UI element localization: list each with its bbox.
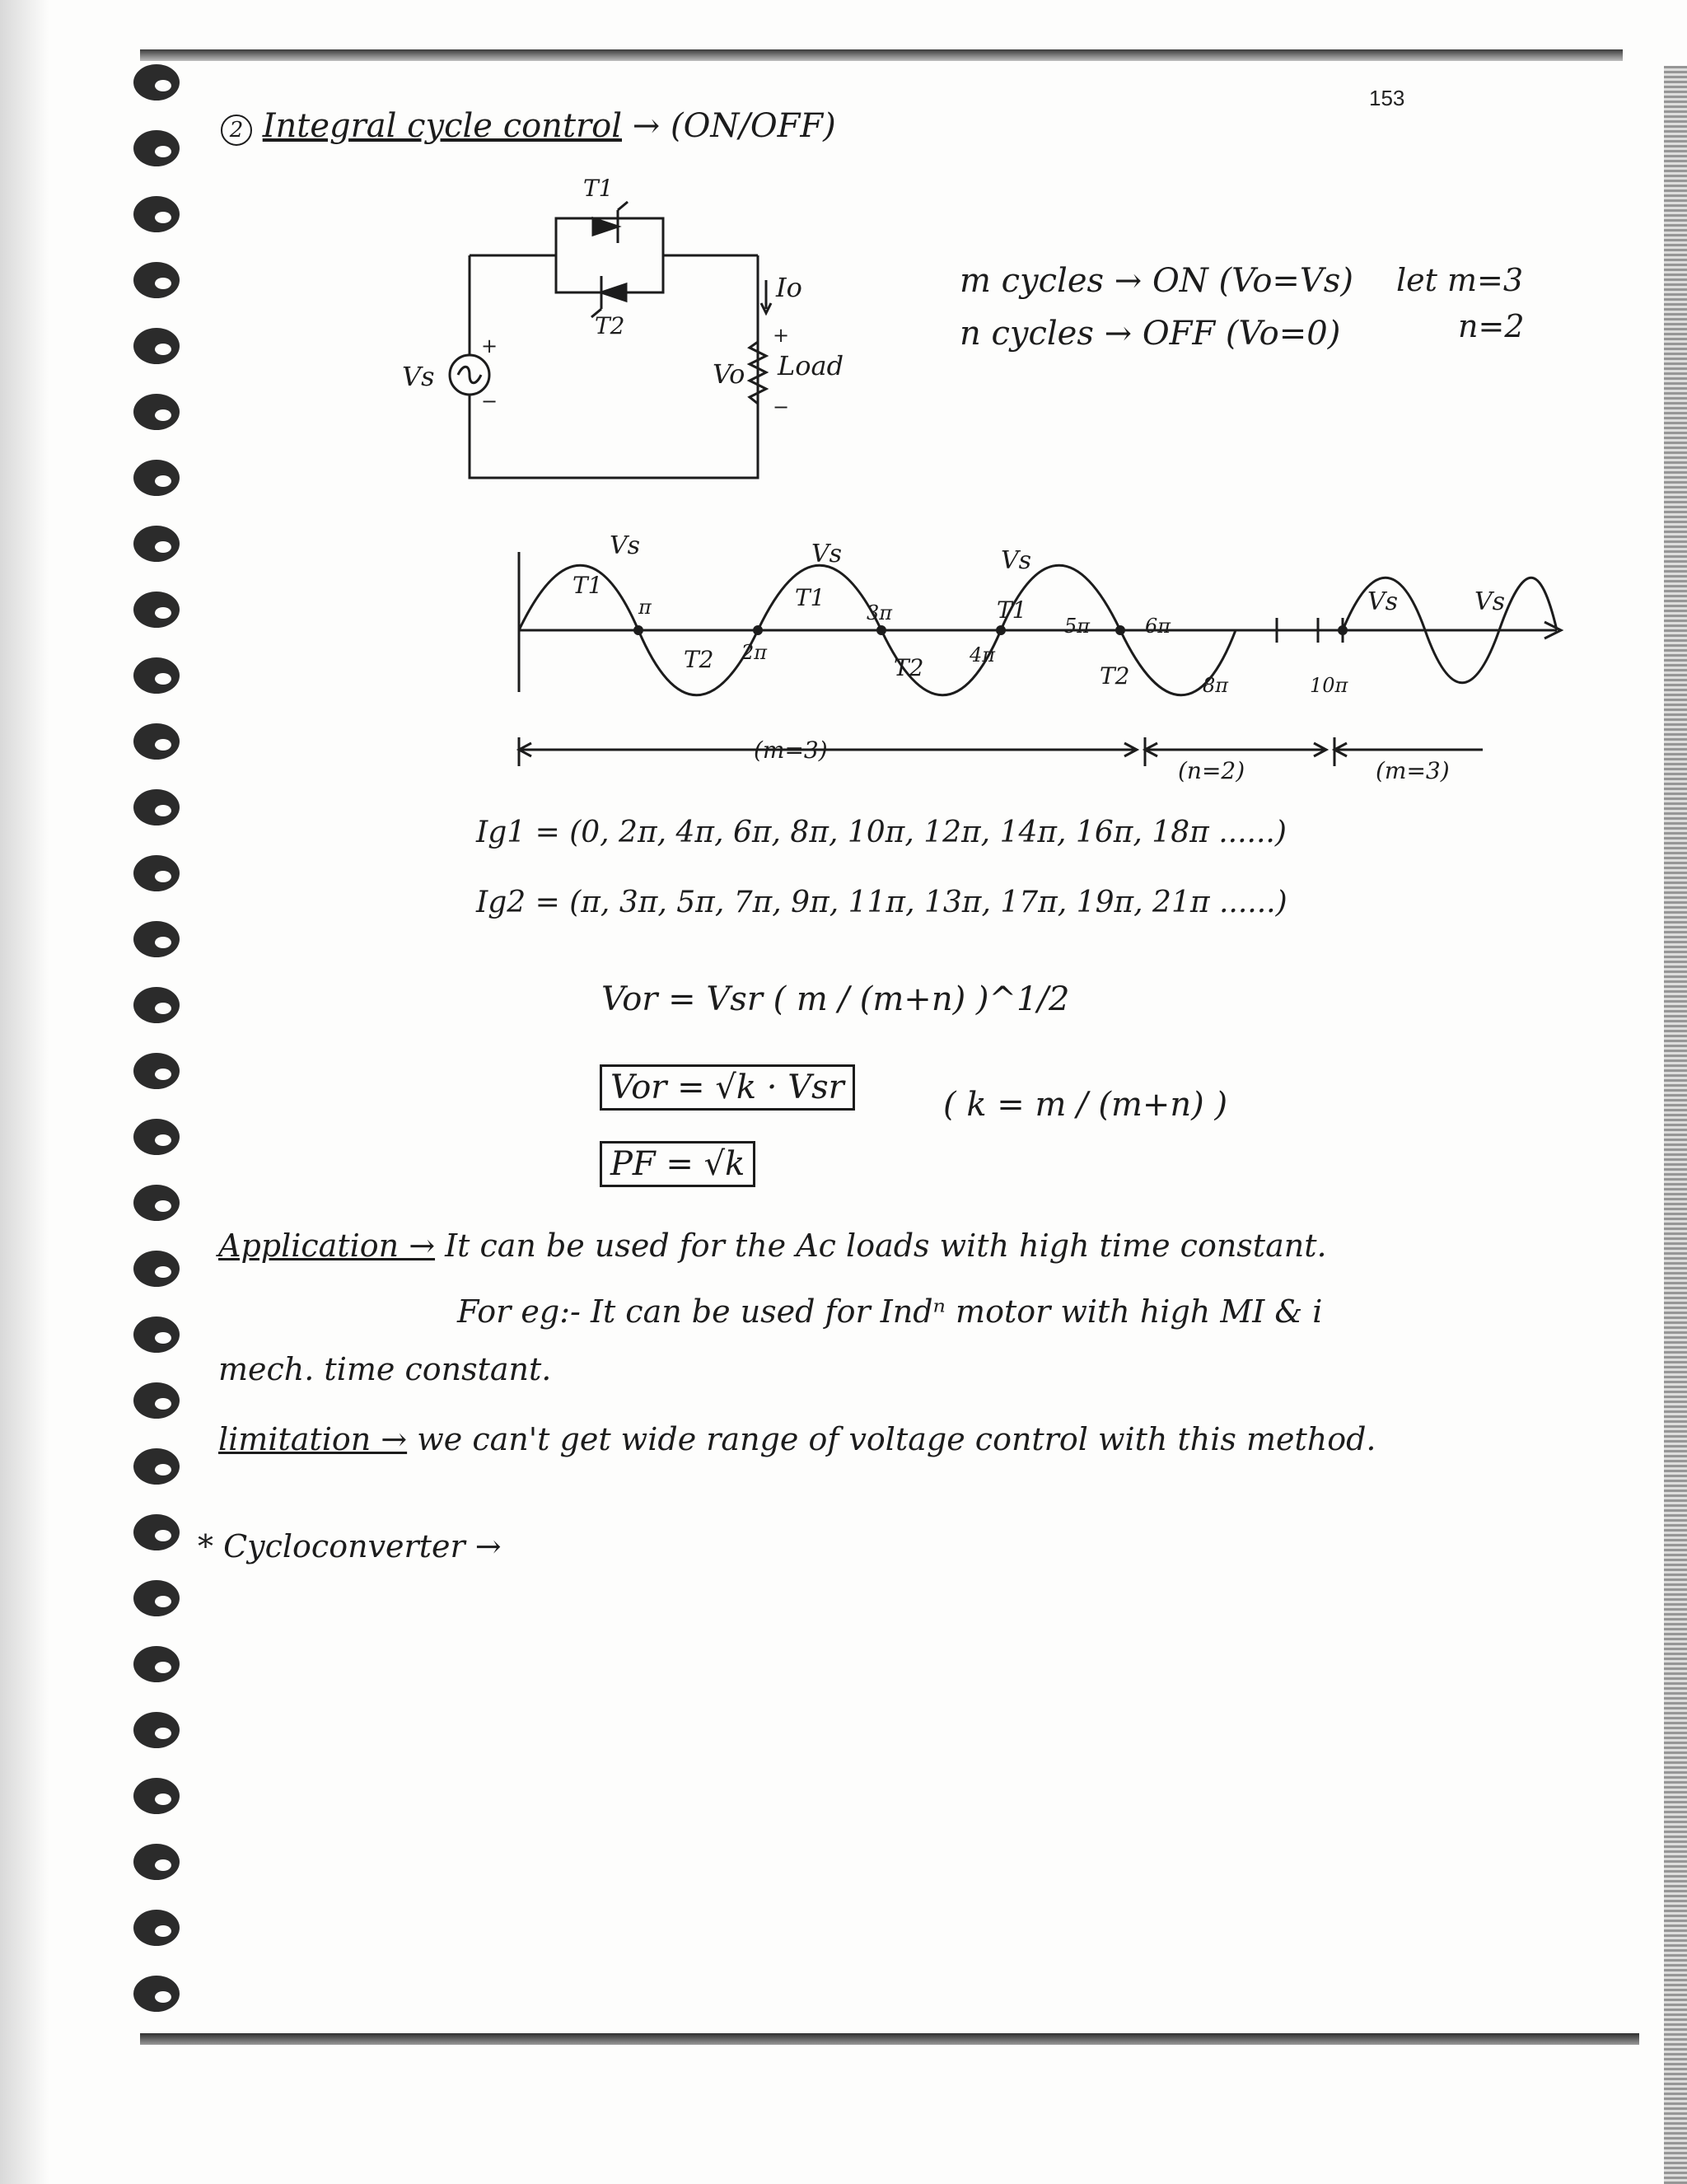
- t1-label: T1: [583, 175, 614, 202]
- next-topic-heading: * Cycloconverter →: [198, 1528, 502, 1564]
- on-interval-label: (m=3): [754, 737, 828, 764]
- source-label: Vs: [402, 361, 435, 392]
- output-current-label: Io: [776, 272, 802, 303]
- heading-arrow: →: [632, 107, 661, 145]
- peak-label-3: Vs: [1001, 546, 1032, 575]
- limitation-note: [218, 1421, 1376, 1457]
- gate-signal-ig1: Ig1 = (0, 2π, 4π, 6π, 8π, 10π, 12π, 14π, 16π, 18π ......): [476, 816, 1287, 849]
- load-plus: +: [773, 324, 790, 347]
- thyristor-label-2: T2: [684, 646, 714, 673]
- output-voltage-label: Vo: [713, 358, 745, 390]
- let-m-note: let m=3: [1396, 262, 1524, 298]
- angle-label-8pi: 8π: [1203, 674, 1229, 697]
- source-minus: −: [481, 390, 498, 413]
- gate-signal-ig2: Ig2 = (π, 3π, 5π, 7π, 9π, 11π, 13π, 17π, 19π, 21π ......): [476, 886, 1287, 919]
- limitation-label: limitation →: [218, 1421, 408, 1457]
- angle-label-3pi: 3π: [867, 601, 893, 624]
- angle-label-6pi: 6π: [1145, 615, 1171, 638]
- application-label: Application →: [218, 1228, 436, 1264]
- section-number: 2: [221, 115, 252, 146]
- angle-label-2pi: 2π: [741, 641, 768, 664]
- thyristor-t2-symbol: [601, 284, 626, 301]
- next-on-interval-label: (m=3): [1376, 757, 1450, 784]
- let-n-note: n=2: [1458, 308, 1525, 344]
- application-text: It can be used for the Ac loads with high time constant.: [445, 1228, 1327, 1264]
- thyristor-label-1: T1: [572, 572, 603, 599]
- off-interval-label: (n=2): [1178, 757, 1245, 784]
- thyristor-label-6: T2: [1100, 662, 1130, 690]
- thyristor-t1-symbol: [593, 218, 618, 235]
- vor-general-formula: Vor = Vsr ( m / (m+n) )^1/2: [601, 980, 1070, 1018]
- example-note: For eg:- It can be used for Indⁿ motor with high MI & i: [457, 1293, 1323, 1330]
- peak-label-4: Vs: [1367, 587, 1399, 616]
- load-minus: −: [773, 395, 790, 419]
- section-mode: (ON/OFF): [670, 107, 836, 145]
- page-right-edge: [1664, 66, 1687, 2184]
- source-plus: +: [481, 334, 498, 358]
- k-definition: ( k = m / (m+n) ): [943, 1086, 1228, 1124]
- peak-label-1: Vs: [610, 531, 641, 560]
- angle-label-5pi: 5π: [1064, 615, 1091, 638]
- section-title: Integral cycle control: [262, 107, 623, 145]
- peak-label-2: Vs: [811, 540, 843, 568]
- angle-label-4pi: 4π: [970, 643, 996, 666]
- thyristor-label-5: T1: [997, 596, 1027, 624]
- ac-voltage-controller-circuit: [379, 173, 873, 503]
- page-number: 153: [1369, 86, 1405, 110]
- application-note: [218, 1228, 1327, 1264]
- peak-label-5: Vs: [1474, 587, 1506, 616]
- cycle-on-note: m cycles → ON (Vo=Vs): [960, 262, 1353, 300]
- cycle-off-note: n cycles → OFF (Vo=0): [960, 315, 1341, 353]
- load-label: Load: [778, 350, 844, 381]
- t2-label: T2: [595, 312, 625, 339]
- page-left-shadow: [0, 0, 49, 2184]
- thyristor-label-4: T2: [894, 654, 924, 681]
- thyristor-label-3: T1: [795, 584, 825, 611]
- angle-label-10pi: 10π: [1310, 674, 1348, 697]
- integral-cycle-waveform: [494, 527, 1582, 807]
- section-heading: [221, 107, 836, 146]
- top-binding-shade: [140, 49, 1623, 61]
- pf-boxed-formula: PF = √k: [600, 1141, 755, 1187]
- angle-label-pi: π: [638, 596, 652, 619]
- spiral-binding: [124, 49, 189, 2043]
- example-note-continued: mech. time constant.: [218, 1351, 552, 1387]
- limitation-text: we can't get wide range of voltage control with this method.: [417, 1421, 1376, 1457]
- bottom-binding-shade: [140, 2033, 1639, 2045]
- vor-boxed-formula: Vor = √k · Vsr: [600, 1064, 855, 1111]
